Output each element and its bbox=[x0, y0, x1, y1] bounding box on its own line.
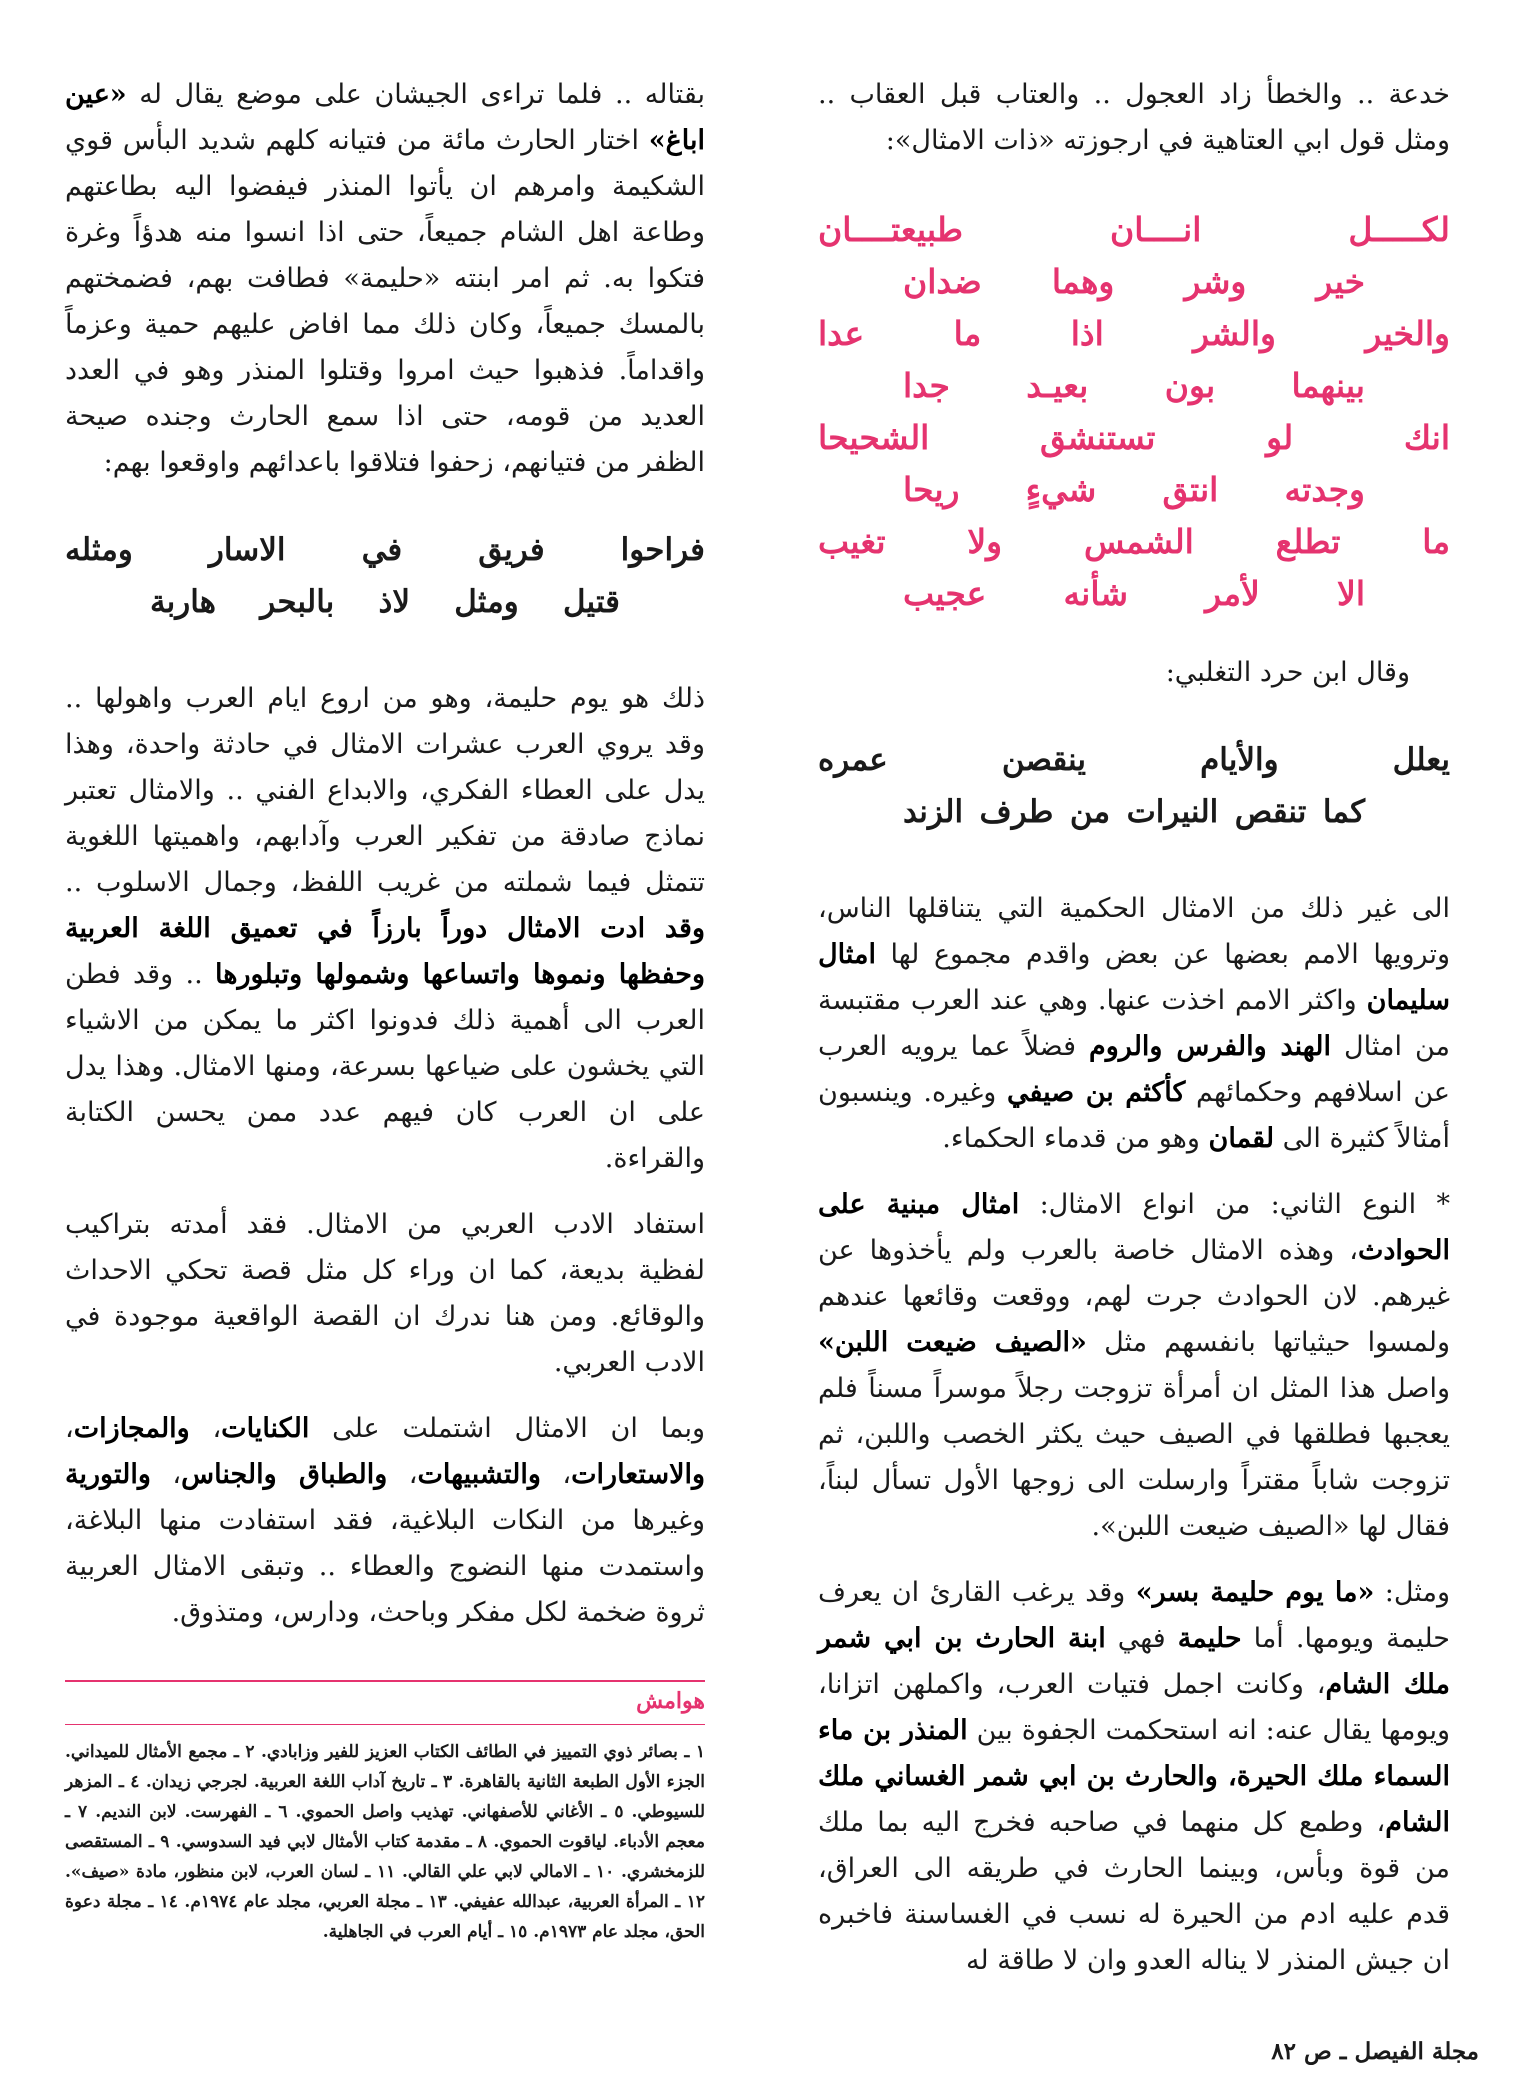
bold-term: والتشبيهات bbox=[417, 1459, 541, 1490]
paragraph: الى غير ذلك من الامثال الحكمية التي يتناقلها الناس، وترويها الامم بعضها عن بعض واقدم مجموع لها امثال سليمان واكثر الامم اخذت عنها. وهي عند العرب مقتبسة من امثال الهند والفرس والروم فضلاً عما يرويه العرب عن اسلافهم وحكمائهم كأكثم بن صيفي وغيره. وينسبون أمثالاً كثيرة الى لقمان وهو من قدماء الحكماء. bbox=[818, 893, 1450, 1154]
bold-term: المنذر بن ماء السماء ملك الحيرة، والحارث بن ابي شمر الغساني ملك الشام bbox=[818, 1715, 1450, 1838]
bold-term: امثال سليمان bbox=[818, 939, 1450, 1016]
verse-word: عدا bbox=[818, 314, 865, 353]
left-column bbox=[65, 72, 705, 1947]
verse-word: هاربة bbox=[150, 584, 217, 620]
verse-word: ومثل bbox=[454, 584, 519, 620]
verse-ibn-hard bbox=[818, 734, 1450, 838]
verse-word: يعلل bbox=[1392, 742, 1450, 778]
verse-word: لو bbox=[1266, 418, 1294, 457]
verse-word: طبيعتــــان bbox=[818, 210, 964, 249]
verse-word: من bbox=[1069, 794, 1111, 830]
bold-term: والاستعارات bbox=[571, 1459, 706, 1490]
verse-line bbox=[818, 568, 1450, 620]
verse-word: بينهما bbox=[1291, 366, 1365, 405]
verse-word: خير bbox=[1316, 262, 1365, 301]
verse-word: والشر bbox=[1193, 314, 1276, 353]
verse-line bbox=[818, 204, 1450, 256]
poem-abu-alatahiya bbox=[818, 204, 1450, 620]
paragraph: استفاد الادب العربي من الامثال. فقد أمدته بتراكيب لفظية بديعة، كما ان وراء كل مثل قصة تحكي الاحداث والوقائع. ومن هنا ندرك ان القصة الواقعية موجودة في الادب العربي. bbox=[65, 1209, 705, 1378]
verse-word: الشحيحا bbox=[818, 418, 930, 457]
verse-word: عمره bbox=[818, 742, 888, 778]
verse-line bbox=[65, 524, 705, 576]
verse-word: الا bbox=[1337, 574, 1365, 613]
verse-word: ولا bbox=[967, 522, 1003, 561]
verse-word: وهما bbox=[1051, 262, 1115, 301]
verse-word: ما bbox=[953, 314, 982, 353]
verse-word: طرف bbox=[979, 794, 1054, 830]
verse-word: ما bbox=[1422, 522, 1450, 561]
verse-word: والأيام bbox=[1200, 742, 1279, 778]
verse-word: شأنه bbox=[1063, 574, 1129, 613]
verse-word: تستنشق bbox=[1039, 418, 1156, 457]
poem-intro: وقال ابن حرد التغلبي: bbox=[1165, 657, 1410, 688]
verse-word: والخير bbox=[1365, 314, 1450, 353]
verse-line bbox=[818, 734, 1450, 786]
verse-line bbox=[818, 308, 1450, 360]
verse-line bbox=[818, 360, 1450, 412]
verse-line bbox=[818, 786, 1450, 838]
paragraph: بقتاله .. فلما تراءى الجيشان على موضع يقال له «عين اباغ» اختار الحارث مائة من فتيانه كلهم شديد البأس قوي الشكيمة وامرهم ان يأتوا المنذر فيفضوا اليه بطاعتهم وطاعة اهل الشام جميعاً، حتى اذا انسوا منه هدؤاً وغرة فتكوا به. ثم امر ابنته «حليمة» فطافت بهم، فضمختهم بالمسك جميعاً، وكان ذلك مما افاض عليهم حمية وعزماً واقداماً. فذهبوا حيث امروا وقتلوا المنذر وهو في العدد العديد من قومه، حتى اذا سمع الحارث وجنده صيحة الظفر من فتيانهم، زحفوا فتلاقوا باعدائهم واوقعوا بهم: bbox=[65, 79, 705, 478]
verse-word: بالبحر bbox=[260, 584, 335, 620]
bold-term: لقمان bbox=[1208, 1123, 1275, 1154]
verse-word: شيءٍ bbox=[1025, 470, 1097, 509]
verse-word: ريحا bbox=[903, 470, 960, 509]
verse-line bbox=[65, 576, 705, 628]
bold-term: «الصيف ضيعت اللبن» bbox=[818, 1327, 1087, 1358]
verse-word: الزند bbox=[903, 794, 964, 830]
verse-line bbox=[818, 412, 1450, 464]
verse-word: اذا bbox=[1070, 314, 1104, 353]
footnotes-header bbox=[65, 1680, 705, 1714]
paragraph: خدعة .. والخطأ زاد العجول .. والعتاب قبل العقاب .. ومثل قول ابي العتاهية في ارجوزته «ذات الامثال»: bbox=[818, 79, 1450, 156]
verse-word: كما bbox=[1322, 794, 1365, 830]
right-column bbox=[818, 72, 1450, 1984]
verse-word: فراحوا bbox=[620, 532, 705, 568]
verse-word: تغيب bbox=[818, 522, 886, 561]
verse-word: النيرات bbox=[1126, 794, 1219, 830]
verse-line bbox=[818, 516, 1450, 568]
verse-word: وشر bbox=[1184, 262, 1247, 301]
footnotes-title: هوامش bbox=[636, 1688, 705, 1714]
paragraph: ذلك هو يوم حليمة، وهو من اروع ايام العرب واهولها .. وقد يروي العرب عشرات الامثال في حادثة واحدة، وهذا يدل على العطاء الفكري، والابداع الفني .. والامثال تعتبر نماذج صادقة من تفكير العرب وآدابهم، واهميتها اللغوية تتمثل فيما شملته من غريب اللفظ، وجمال الاسلوب .. وقد ادت الامثال دوراً بارزاً في تعميق اللغة العربية وحفظها ونموها واتساعها وشمولها وتبلورها .. وقد فطن العرب الى أهمية ذلك فدونوا اكثر ما يمكن من الاشياء التي يخشون على ضياعها بسرعة، ومنها الامثال. وهذا يدل على ان العرب كان فيهم عدد ممن يحسن الكتابة والقراءة. bbox=[65, 683, 705, 1174]
verse-block bbox=[65, 524, 705, 628]
verse-word: الشمس bbox=[1083, 522, 1194, 561]
footnotes: ١ ـ بصائر ذوي التمييز في الطائف الكتاب العزيز للفير وزابادي. ٢ ـ مجمع الأمثال للميداني. الجزء الأول الطبعة الثانية بالقاهرة. ٣ ـ تاريخ آداب اللغة العربية. لجرجي زيدان. ٤ ـ المزهر للسيوطي. ٥ ـ الأغاني للأصفهاني. تهذيب واصل الحموي. ٦ ـ الفهرست. لابن النديم. ٧ ـ معجم الأدباء. لياقوت الحموي. ٨ ـ مقدمة كتاب الأمثال لابي فيد السدوسي. ٩ ـ المستقصى للزمخشري. ١٠ ـ الامالي لابي علي القالي. ١١ ـ لسان العرب، لابن منظور، مادة «صيف». ١٢ ـ المرأة العربية، عبدالله عفيفي. ١٣ ـ مجلة العربي، مجلد عام ١٩٧٤م. ١٤ ـ مجلة دعوة الحق، مجلد عام ١٩٧٣م. ١٥ ـ أيام العرب في الجاهلية. bbox=[65, 1742, 706, 1942]
bold-term: ابنة الحارث بن ابي شمر ملك الشام bbox=[818, 1623, 1450, 1700]
bold-term: والمجازات bbox=[73, 1413, 190, 1444]
bold-term: «ما يوم حليمة بسر» bbox=[1135, 1577, 1375, 1608]
verse-line bbox=[818, 256, 1450, 308]
bold-term: حليمة bbox=[1177, 1623, 1242, 1654]
bold-term: وقد ادت الامثال دوراً بارزاً في تعميق اللغة العربية وحفظها ونموها واتساعها وشمولها وتبلورها bbox=[65, 913, 705, 990]
verse-word: تنقص bbox=[1234, 794, 1307, 830]
verse-word: لأمر bbox=[1205, 574, 1260, 613]
bold-term: امثال مبنية على الحوادث bbox=[818, 1189, 1450, 1266]
verse-word: في bbox=[361, 532, 403, 568]
verse-word: بون bbox=[1164, 366, 1216, 405]
verse-word: قتيل bbox=[562, 584, 620, 620]
page-footer: مجلة الفيصل ـ ص ٨٢ bbox=[1271, 2038, 1479, 2065]
paragraph: وبما ان الامثال اشتملت على الكنايات، والمجازات، والاستعارات، والتشبيهات، والطباق والجناس، والتورية وغيرها من النكات البلاغية، فقد استفادت منها البلاغة، واستمدت منها النضوج والعطاء .. وتبقى الامثال العربية ثروة ضخمة لكل مفكر وباحث، ودارس، ومتذوق. bbox=[65, 1413, 706, 1628]
verse-word: لاذ bbox=[378, 584, 411, 620]
divider bbox=[65, 1724, 705, 1725]
verse-word: بعيـد bbox=[1026, 366, 1089, 405]
verse-word: الاسار bbox=[208, 532, 286, 568]
verse-word: وجدته bbox=[1284, 470, 1365, 509]
paragraph: ومثل: «ما يوم حليمة بسر» وقد يرغب القارئ ان يعرف حليمة ويومها. أما حليمة فهي ابنة الحارث بن ابي شمر ملك الشام، وكانت اجمل فتيات العرب، واكملهن اتزانا، ويومها يقال عنه: انه استحكمت الجفوة بين المنذر بن ماء السماء ملك الحيرة، والحارث بن ابي شمر الغساني ملك الشام، وطمع كل منهما في صاحبه فخرج اليه بما ملك من قوة وبأس، وبينما الحارث في طريقه الى العراق، قدم عليه ادم من الحيرة له نسب في الغساسنة فاخبره ان جيش المنذر لا يناله العدو وان لا طاقة له bbox=[818, 1577, 1451, 1976]
bold-term: كأكثم بن صيفي bbox=[1007, 1077, 1186, 1108]
verse-word: لكـــــل bbox=[1348, 210, 1450, 249]
verse-word: تطلع bbox=[1275, 522, 1341, 561]
bold-term: «عين اباغ» bbox=[65, 79, 705, 156]
verse-word: انــــان bbox=[1110, 210, 1202, 249]
verse-word: عجيب bbox=[903, 574, 987, 613]
bold-term: والطباق والجناس bbox=[181, 1459, 388, 1490]
paragraph: * النوع الثاني: من انواع الامثال: امثال مبنية على الحوادث، وهذه الامثال خاصة بالعرب ولم يأخذوها عن غيرهم. لان الحوادث جرت لهم، ووقعت وقائعها عندهم ولمسوا حيثياتها بانفسهم مثل «الصيف ضيعت اللبن» واصل هذا المثل ان أمرأة تزوجت رجلاً موسراً مسناً فلم يعجبها فطلقها في الصيف حيث يكثر الخصب واللبن، ثم تزوجت شاباً مقتراً وارسلت الى زوجها الأول تسأل لبناً، فقال لها «الصيف ضيعت اللبن». bbox=[818, 1189, 1450, 1542]
verse-word: انتق bbox=[1162, 470, 1219, 509]
bold-term: الهند والفرس والروم bbox=[1089, 1031, 1331, 1062]
verse-word: فريق bbox=[478, 532, 545, 568]
verse-line bbox=[818, 464, 1450, 516]
verse-word: ضدان bbox=[903, 262, 982, 301]
bold-term: والتورية bbox=[65, 1459, 151, 1490]
verse-word: انك bbox=[1403, 418, 1450, 457]
verse-word: جدا bbox=[903, 366, 950, 405]
verse-word: ومثله bbox=[65, 532, 133, 568]
bold-term: الكنايات bbox=[221, 1413, 310, 1444]
verse-word: ينقصن bbox=[1001, 742, 1087, 778]
